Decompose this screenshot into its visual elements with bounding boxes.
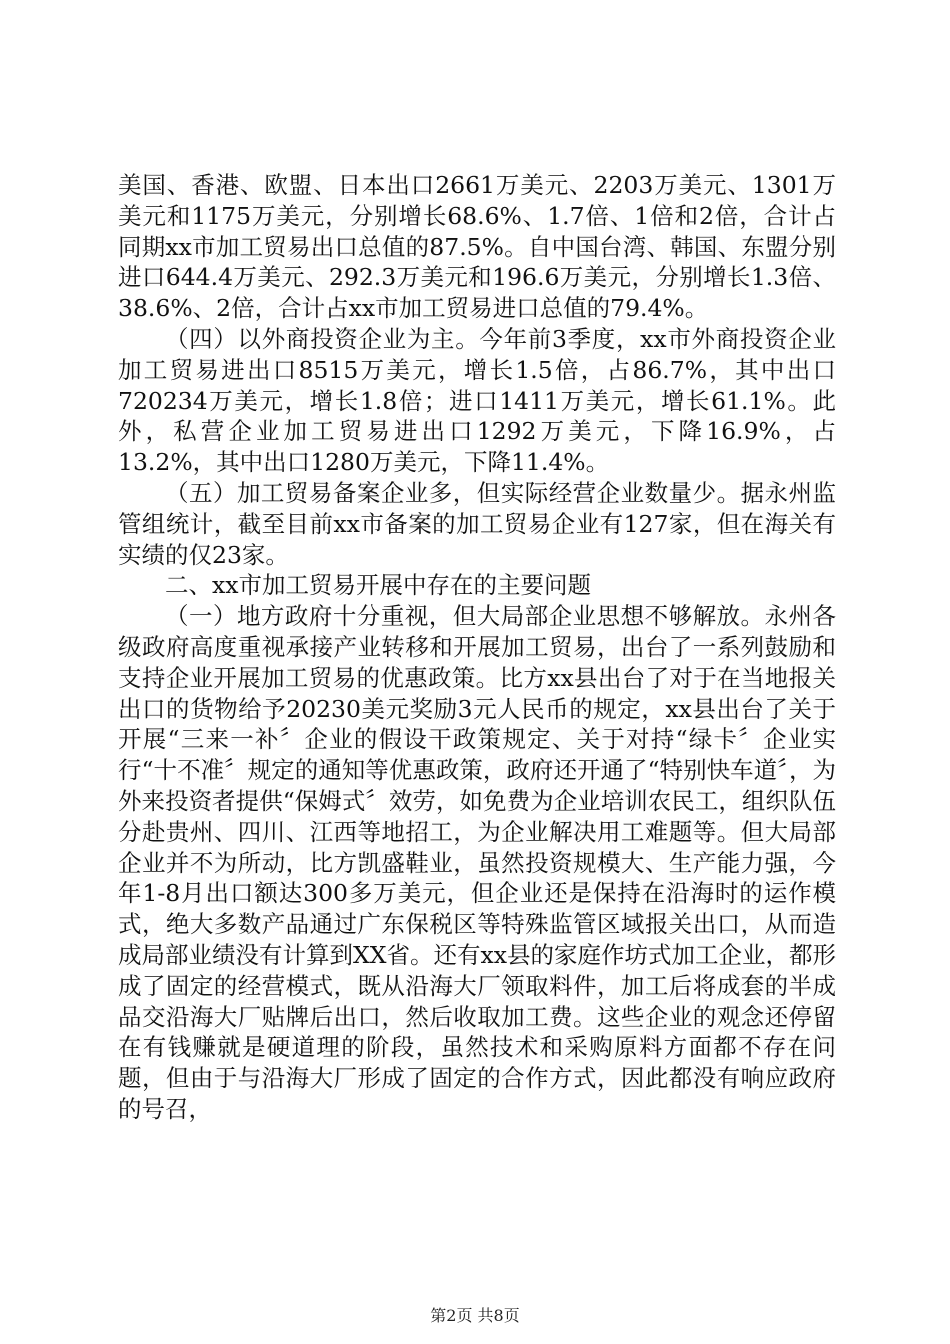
section-heading: 二、xx市加工贸易开展中存在的主要问题 — [165, 571, 592, 600]
paragraph-5: （一）地方政府十分重视，但大局部企业思想不够解放。永州各级政府高度重视承接产业转移和开展加工贸易，出台了一系列鼓励和支持企业开展加工贸易的优惠政策。比方xx县出台了对于在当地报关出口的货物给予20230美元奖励3元人民币的规定，xx县出台了关于开展“三来一补〞企业的假设干政策规定、关于对持“绿卡〞企业实行“十不准〞规定的通知等优惠政策，政府还开通了“特别快车道〞，为外来投资者提供“保姆式〞效劳，如免费为企业培训农民工，组织队伍分赴贵州、四川、江西等地招工，为企业解决用工难题等。但大局部企业并不为所动，比方凯盛鞋业，虽然投资规模大、生产能力强，今年1-8月出口额达300多万美元，但企业还是保持在沿海时的运作模式，绝大多数产品通过广东保税区等特殊监管区域报关出口，从而造成局部业绩没有计算到XX省。还有xx县的家庭作坊式加工企业，都形成了固定的经营模式，既从沿海大厂领取料件，加工后将成套的半成品交沿海大厂贴牌后出口，然后收取加工费。这些企业的观念还停留在有钱赚就是硬道理的阶段，虽然技术和采购原料方面都不存在问题，但由于与沿海大厂形成了固定的合作方式，因此都没有响应政府的号召， — [118, 602, 836, 1123]
paragraph-1: 美国、香港、欧盟、日本出口2661万美元、2203万美元、1301万美元和1175万美元，分别增长68.6%、1.7倍、1倍和2倍，合计占同期xx市加工贸易出口总值的87.5%。自中国台湾、韩国、东盟分别进口644.4万美元、292.3万美元和196.6万美元，分别增长1.3倍、38.6%、2倍，合计占xx市加工贸易进口总值的79.4%。 — [118, 171, 836, 323]
paragraph-2: （四）以外商投资企业为主。今年前3季度，xx市外商投资企业加工贸易进出口8515万美元，增长1.5倍，占86.7%，其中出口720234万美元，增长1.8倍；进口1411万美元，增长61.1%。此外，私营企业加工贸易进出口1292万美元，下降16.9%，占13.2%，其中出口1280万美元，下降11.4%。 — [118, 324, 836, 477]
paragraph-3: （五）加工贸易备案企业多，但实际经营企业数量少。据永州监管组统计，截至目前xx市备案的加工贸易企业有127家，但在海关有实绩的仅23家。 — [118, 478, 836, 569]
page-footer: 第2页 共8页 — [430, 1306, 520, 1325]
document-body — [118, 170, 836, 1125]
